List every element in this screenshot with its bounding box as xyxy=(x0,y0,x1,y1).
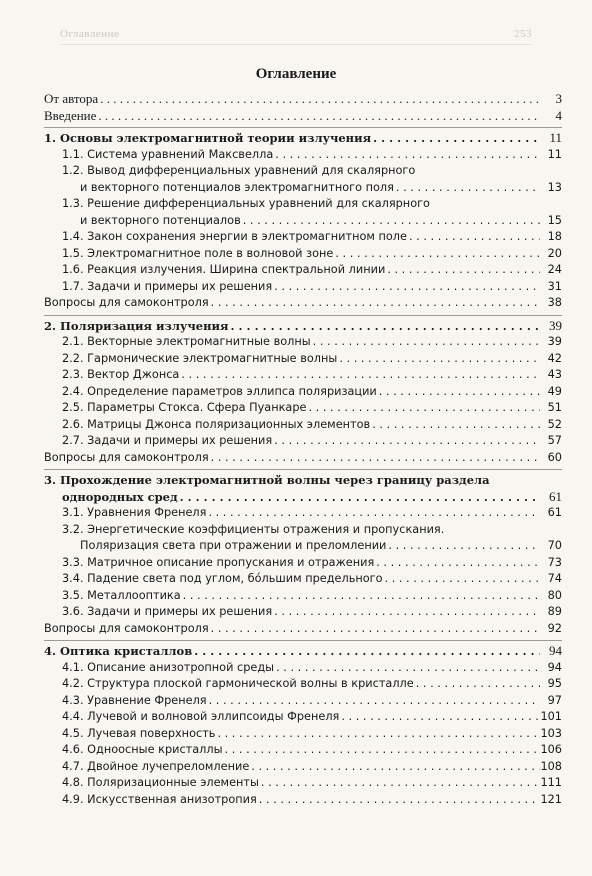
toc-entry-text: 1.6. Реакция излучения. Ширина спектральной линии xyxy=(62,263,386,276)
toc-entry-label xyxy=(62,709,540,726)
toc-entry-label xyxy=(62,792,540,809)
toc-entry-label xyxy=(62,417,540,434)
bleed-through-title: Оглавление xyxy=(60,28,120,40)
toc-section-entry xyxy=(44,759,562,776)
toc-section-entry xyxy=(44,417,562,434)
dot-leader xyxy=(308,400,540,417)
toc-entry-text: 3.1. Уравнения Френеля xyxy=(62,506,207,519)
page-number: 73 xyxy=(547,555,562,569)
page-number: 11 xyxy=(549,130,562,145)
toc-entry-text: 3.5. Металлооптика xyxy=(62,588,181,602)
dot-leader xyxy=(396,180,540,197)
dot-leader xyxy=(416,676,540,693)
toc-section-entry xyxy=(44,400,562,417)
dot-leader xyxy=(387,262,540,279)
toc-entry-label xyxy=(62,367,540,384)
toc-section-entry xyxy=(44,433,562,450)
toc-entry-label xyxy=(44,450,540,467)
toc-review-questions xyxy=(44,450,562,467)
toc-section-entry xyxy=(44,229,562,246)
toc-entry-text: 4.5. Лучевая поверхность xyxy=(62,726,216,740)
toc-entry-text: и векторного потенциалов xyxy=(80,213,241,227)
page-number: 52 xyxy=(547,417,562,431)
toc-section-entry xyxy=(44,709,562,726)
toc-entry-text: 2. Поляризация излучения xyxy=(44,318,229,333)
section-divider xyxy=(44,315,562,316)
toc-entry-label xyxy=(62,213,540,230)
page-number: 49 xyxy=(547,384,562,398)
toc-entry-label xyxy=(62,676,540,693)
toc-entry-text: 2.5. Параметры Стокса. Сфера Пуанкаре xyxy=(62,401,307,414)
page-number: 57 xyxy=(547,434,562,447)
page-number: 20 xyxy=(547,246,562,260)
dot-leader xyxy=(181,367,540,384)
toc-entry-label xyxy=(62,229,540,246)
toc-entry-text: 4.2. Структура плоской гармонической волны в кристалле xyxy=(62,677,414,690)
toc-entry-label xyxy=(62,246,540,263)
toc-review-questions xyxy=(44,295,562,312)
toc-section-entry xyxy=(44,367,562,384)
dot-leader xyxy=(261,775,540,792)
section-divider xyxy=(44,469,562,470)
dot-leader xyxy=(409,229,540,246)
toc-entry-text: 1.5. Электромагнитное поле в волновой зоне xyxy=(62,246,334,260)
toc-entry-label xyxy=(62,660,540,677)
dot-leader xyxy=(251,759,540,776)
toc-entry-label xyxy=(62,775,540,792)
dot-leader xyxy=(211,621,540,638)
page-number: 70 xyxy=(547,539,562,552)
dot-leader xyxy=(385,571,540,588)
dot-leader xyxy=(313,334,540,351)
toc-entry-text: однородных сред xyxy=(62,489,178,504)
toc-entry-text: 4.9. Искусственная анизотропия xyxy=(62,792,257,806)
toc-chapter-heading xyxy=(44,318,562,335)
toc-entry-label xyxy=(44,91,540,108)
toc-entry-label xyxy=(62,588,540,605)
toc-entry-label xyxy=(44,489,540,506)
toc-entry-label xyxy=(44,295,540,312)
toc-entry-text: 3.3. Матричное описание пропускания и отражения xyxy=(62,555,375,569)
toc-section-entry xyxy=(44,522,562,555)
toc-entry-text: 1.4. Закон сохранения энергии в электромагнитном поле xyxy=(62,230,407,243)
dot-leader xyxy=(276,660,540,677)
toc-entry-label-line: 1.2. Вывод дифференциальных уравнений для скалярного xyxy=(62,164,416,177)
toc-review-questions xyxy=(44,621,562,638)
dot-leader xyxy=(98,108,540,125)
dot-leader xyxy=(372,417,540,434)
toc-entry-text: 2.7. Задачи и примеры их решения xyxy=(62,434,273,447)
toc-section-entry xyxy=(44,279,562,296)
toc-entry-text: 1. Основы электромагнитной теории излучения xyxy=(44,131,372,145)
section-divider xyxy=(44,127,562,128)
toc-front-entry xyxy=(44,108,562,125)
table-of-contents xyxy=(44,91,562,808)
page-number: 80 xyxy=(547,588,562,602)
toc-entry-label xyxy=(62,538,540,555)
page-number: 24 xyxy=(547,263,562,276)
section-divider xyxy=(44,640,562,641)
toc-entry-label xyxy=(62,604,540,621)
dot-leader xyxy=(274,279,540,296)
toc-section-entry xyxy=(44,334,562,351)
toc-entry-label xyxy=(62,571,540,588)
toc-entry-text: 4.1. Описание анизотропной среды xyxy=(62,660,275,674)
toc-section-entry xyxy=(44,693,562,710)
toc-entry-label xyxy=(62,334,540,351)
toc-chapter-heading xyxy=(44,643,562,660)
toc-entry-label xyxy=(44,318,540,335)
dot-leader xyxy=(208,505,540,522)
bleed-through-page-number: 253 xyxy=(514,28,532,40)
toc-entry-label xyxy=(62,351,540,368)
toc-section-entry xyxy=(44,660,562,677)
dot-leader xyxy=(339,351,540,368)
toc-entry-label xyxy=(62,726,540,743)
page-number: 60 xyxy=(547,450,562,464)
toc-section-entry xyxy=(44,246,562,263)
toc-entry-text: Вопросы для самоконтроля xyxy=(44,450,209,464)
toc-entry-text: 2.4. Определение параметров эллипса поляризации xyxy=(62,384,377,398)
page-number: 74 xyxy=(547,572,562,585)
toc-section-entry xyxy=(44,742,562,759)
dot-leader xyxy=(388,538,540,555)
dot-leader xyxy=(275,147,540,164)
page-number: 51 xyxy=(547,401,562,414)
toc-entry-label xyxy=(62,400,540,417)
dot-leader xyxy=(376,555,540,572)
page-number: 4 xyxy=(555,107,562,123)
bleed-through-header xyxy=(60,28,532,45)
toc-front-entry xyxy=(44,91,562,108)
toc-section-entry xyxy=(44,384,562,401)
toc-entry-text: 4.8. Поляризационные элементы xyxy=(62,776,259,789)
toc-section-entry xyxy=(44,571,562,588)
toc-entry-text: 1.1. Система уравнений Максвелла xyxy=(62,147,274,161)
dot-leader xyxy=(379,384,540,401)
toc-entry-label xyxy=(62,505,540,522)
dot-leader xyxy=(209,693,540,710)
toc-section-entry xyxy=(44,351,562,368)
dot-leader xyxy=(211,295,540,312)
page-number: 94 xyxy=(549,643,562,658)
dot-leader xyxy=(217,726,540,743)
toc-entry-text: 4. Оптика кристаллов xyxy=(44,644,193,658)
toc-entry-label-line: 1.3. Решение дифференциальных уравнений для скалярного xyxy=(62,197,430,210)
toc-entry-label xyxy=(44,643,540,660)
toc-entry-text: 4.3. Уравнение Френеля xyxy=(62,693,207,707)
page-title: Оглавление xyxy=(255,66,337,82)
toc-entry-label xyxy=(62,693,540,710)
dot-leader xyxy=(243,213,540,230)
toc-entry-label xyxy=(44,108,540,125)
toc-entry-text: 2.1. Векторные электромагнитные волны xyxy=(62,335,311,348)
page-number: 15 xyxy=(547,213,562,227)
page-number: 42 xyxy=(547,351,562,365)
toc-entry-label xyxy=(62,433,540,450)
toc-entry-text: Поляризация света при отражении и преломлении xyxy=(80,539,387,552)
dot-leader xyxy=(373,130,540,147)
toc-section-entry xyxy=(44,555,562,572)
toc-section-entry xyxy=(44,792,562,809)
dot-leader xyxy=(183,588,540,605)
toc-section-entry xyxy=(44,163,562,196)
page-number: 106 xyxy=(540,743,562,756)
dot-leader xyxy=(225,742,540,759)
toc-entry-text: 3.6. Задачи и примеры их решения xyxy=(62,605,273,618)
toc-entry-text: 2.6. Матрицы Джонса поляризационных элементов xyxy=(62,417,371,431)
dot-leader xyxy=(259,792,540,809)
page-number: 89 xyxy=(547,605,562,618)
toc-entry-label xyxy=(62,759,540,776)
toc-section-entry xyxy=(44,604,562,621)
dot-leader xyxy=(231,318,540,335)
page-number: 61 xyxy=(549,488,562,504)
page-number: 121 xyxy=(540,792,562,806)
toc-entry-label xyxy=(62,180,540,197)
toc-entry-label xyxy=(62,279,540,296)
toc-section-entry xyxy=(44,262,562,279)
toc-section-entry xyxy=(44,147,562,164)
toc-entry-label xyxy=(62,147,540,164)
page-number: 31 xyxy=(547,279,562,293)
toc-entry-text: Вопросы для самоконтроля xyxy=(44,296,209,309)
toc-entry-label xyxy=(62,384,540,401)
toc-entry-label xyxy=(62,742,540,759)
dot-leader xyxy=(274,433,540,450)
toc-section-entry xyxy=(44,726,562,743)
toc-entry-text: От автора xyxy=(44,91,99,106)
dot-leader xyxy=(335,246,540,263)
toc-entry-label xyxy=(44,621,540,638)
toc-entry-text: 3.4. Падение света под углом, бóльшим предельного xyxy=(62,572,383,585)
dot-leader xyxy=(194,643,540,660)
page-number: 95 xyxy=(547,677,562,690)
page-number: 39 xyxy=(549,317,562,333)
page-number: 94 xyxy=(547,660,562,674)
toc-entry-text: Введение xyxy=(44,107,97,123)
page-number: 13 xyxy=(547,180,562,194)
toc-entry-label xyxy=(62,262,540,279)
toc-chapter-heading xyxy=(44,472,562,505)
dot-leader xyxy=(274,604,540,621)
dot-leader xyxy=(180,489,540,506)
page-number: 18 xyxy=(547,230,562,243)
toc-section-entry xyxy=(44,588,562,605)
dot-leader xyxy=(341,709,540,726)
page-number: 111 xyxy=(540,776,562,789)
toc-entry-text: и векторного потенциалов электромагнитного поля xyxy=(80,180,394,194)
page-number: 92 xyxy=(547,621,562,635)
dot-leader xyxy=(100,91,540,108)
page-number: 108 xyxy=(540,759,562,773)
page-number: 39 xyxy=(547,335,562,348)
toc-entry-text: 1.7. Задачи и примеры их решения xyxy=(62,279,273,293)
toc-section-entry xyxy=(44,196,562,229)
toc-section-entry xyxy=(44,505,562,522)
toc-chapter-heading xyxy=(44,130,562,147)
toc-entry-label xyxy=(44,130,540,147)
page-number: 101 xyxy=(540,710,562,723)
page-number: 11 xyxy=(547,147,562,161)
dot-leader xyxy=(211,450,540,467)
page-number: 103 xyxy=(540,726,562,740)
toc-entry-text: 4.6. Одноосные кристаллы xyxy=(62,743,223,756)
toc-section-entry xyxy=(44,676,562,693)
toc-entry-label-line: 3. Прохождение электромагнитной волны через границу раздела xyxy=(44,473,490,487)
toc-section-entry xyxy=(44,775,562,792)
page-number: 97 xyxy=(547,693,562,707)
toc-entry-text: 2.2. Гармонические электромагнитные волны xyxy=(62,351,338,365)
toc-entry-text: Вопросы для самоконтроля xyxy=(44,621,209,635)
page-number: 61 xyxy=(547,506,562,519)
toc-entry-text: 4.4. Лучевой и волновой эллипсоиды Френеля xyxy=(62,710,340,723)
toc-entry-label xyxy=(62,555,540,572)
toc-entry-text: 2.3. Вектор Джонса xyxy=(62,368,180,381)
page-number: 3 xyxy=(555,91,562,106)
page-number: 43 xyxy=(547,368,562,381)
toc-entry-text: 4.7. Двойное лучепреломление xyxy=(62,759,250,773)
toc-entry-label-line: 3.2. Энергетические коэффициенты отражения и пропускания. xyxy=(62,522,445,536)
page-number: 38 xyxy=(547,296,562,309)
